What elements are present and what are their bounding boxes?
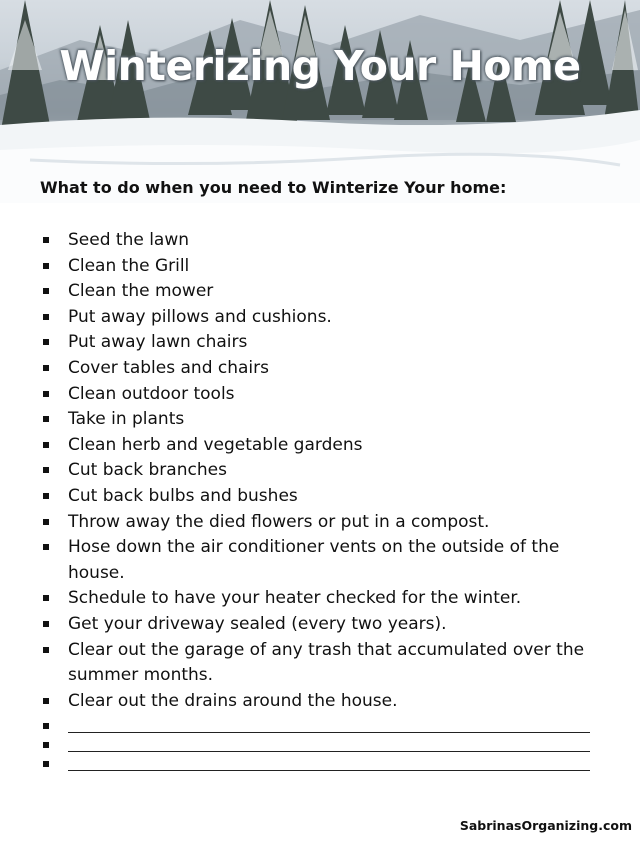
bullet-icon xyxy=(43,314,49,320)
bullet-icon xyxy=(43,442,49,448)
blank-list-item xyxy=(40,733,600,752)
bullet-icon xyxy=(43,647,49,653)
list-item xyxy=(40,356,600,382)
list-item-text: Clear out the drains around the house. xyxy=(68,690,398,711)
bullet-icon xyxy=(43,698,49,704)
list-item xyxy=(40,612,600,638)
list-item xyxy=(40,586,600,612)
list-item-text: Put away lawn chairs xyxy=(68,332,248,353)
bullet-icon xyxy=(43,742,49,748)
bullet-icon xyxy=(43,595,49,601)
header-banner xyxy=(0,0,640,203)
list-item xyxy=(40,407,600,433)
site-credit: SabrinasOrganizing.com xyxy=(459,818,632,833)
bullet-icon xyxy=(43,621,49,627)
list-item-text: Clean herb and vegetable gardens xyxy=(68,434,363,455)
list-item-text: Cut back bulbs and bushes xyxy=(68,485,298,506)
blank-write-in-line xyxy=(68,752,590,771)
bullet-icon xyxy=(43,339,49,345)
blank-list-item xyxy=(40,714,600,733)
winterizing-checklist xyxy=(40,228,600,771)
list-item xyxy=(40,254,600,280)
blank-list-item xyxy=(40,752,600,771)
list-item-text: Clean the mower xyxy=(68,281,214,302)
list-item xyxy=(40,305,600,331)
list-item-text: Clear out the garage of any trash that accumulated over the summer months. xyxy=(68,639,585,686)
list-item xyxy=(40,228,600,254)
page-title: Winterizing Your Home xyxy=(59,42,581,90)
bullet-icon xyxy=(43,288,49,294)
snowy-forest-image xyxy=(0,0,640,203)
list-item-text: Schedule to have your heater checked for the winter. xyxy=(68,588,522,609)
list-item-text: Throw away the died flowers or put in a compost. xyxy=(68,511,490,532)
list-item-text: Cover tables and chairs xyxy=(68,357,269,378)
list-item-text: Seed the lawn xyxy=(68,230,190,250)
list-item-text: Clean the Grill xyxy=(68,255,190,276)
list-item-text: Clean outdoor tools xyxy=(68,383,235,404)
bullet-icon xyxy=(43,237,49,243)
list-item xyxy=(40,433,600,459)
bullet-icon xyxy=(43,391,49,397)
list-item xyxy=(40,279,600,305)
list-item-text: Hose down the air conditioner vents on the outside of the house. xyxy=(68,537,560,583)
bullet-icon xyxy=(43,416,49,422)
bullet-icon xyxy=(43,365,49,371)
bullet-icon xyxy=(43,493,49,499)
list-item xyxy=(40,689,600,715)
bullet-icon xyxy=(43,467,49,473)
list-item xyxy=(40,484,600,510)
list-item xyxy=(40,382,600,408)
blank-write-in-line xyxy=(68,733,590,752)
list-item xyxy=(40,638,600,689)
list-item xyxy=(40,458,600,484)
list-item-text: Put away pillows and cushions. xyxy=(68,306,332,327)
list-item-text: Get your driveway sealed (every two years). xyxy=(68,613,447,634)
bullet-icon xyxy=(43,723,49,729)
list-item xyxy=(40,510,600,536)
list-item-text: Cut back branches xyxy=(68,460,227,481)
bullet-icon xyxy=(43,544,49,550)
list-item xyxy=(40,330,600,356)
blank-write-in-line xyxy=(68,714,590,733)
bullet-icon xyxy=(43,761,49,767)
list-item-text: Take in plants xyxy=(68,409,185,430)
bullet-icon xyxy=(43,263,49,269)
list-item xyxy=(40,535,600,586)
subtitle: What to do when you need to Winterize Your home: xyxy=(40,178,507,197)
bullet-icon xyxy=(43,519,49,525)
